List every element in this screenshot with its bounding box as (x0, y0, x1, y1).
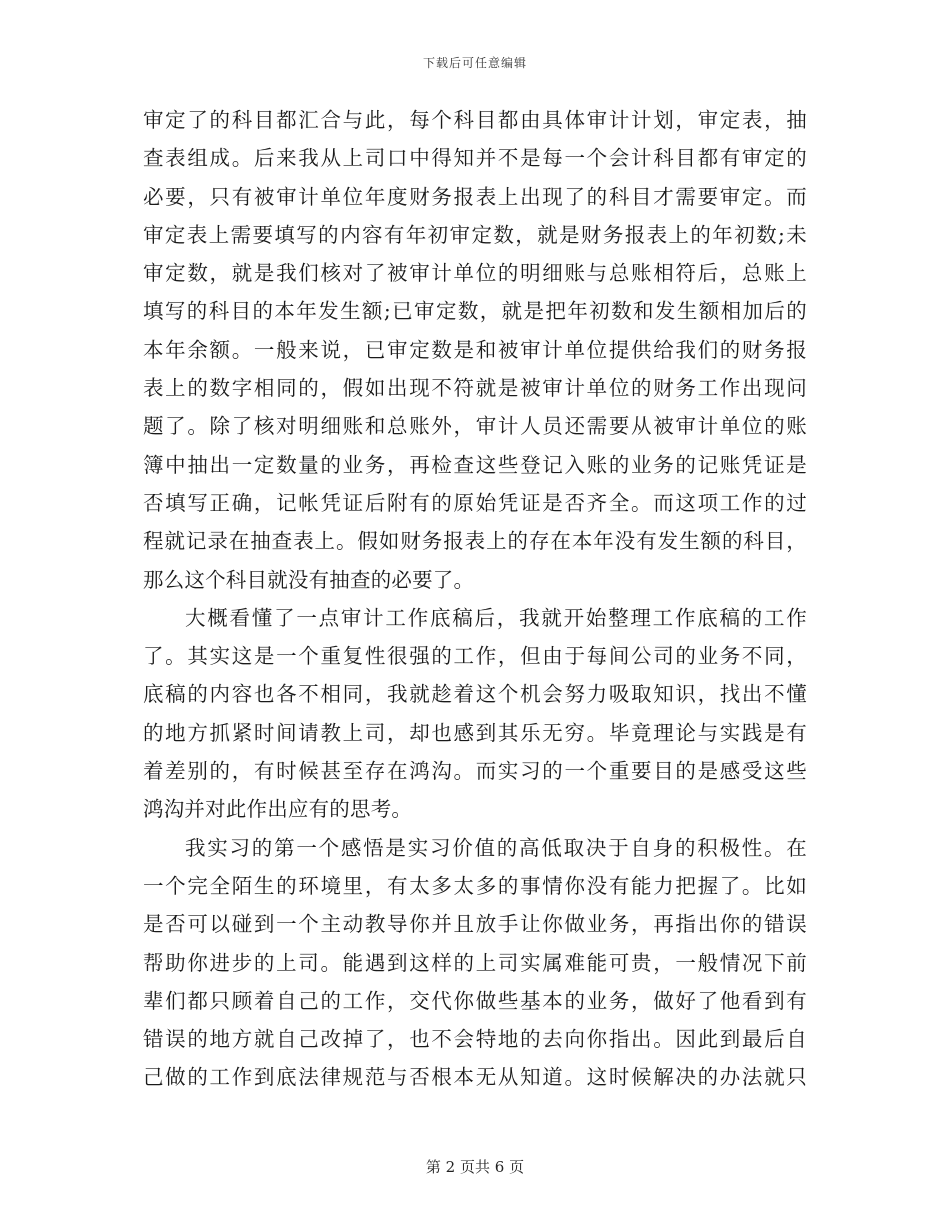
text-line: 的地方抓紧时间请教上司，却也感到其乐无穷。毕竟理论与实践是有 (143, 720, 807, 745)
paragraph (143, 599, 807, 829)
text-line: 表上的数字相同的，假如出现不符就是被审计单位的财务工作出现问 (143, 376, 807, 401)
text-line: 簿中抽出一定数量的业务，再检查这些登记入账的业务的记账凭证是 (143, 452, 807, 477)
text-line: 审定数，就是我们核对了被审计单位的明细账与总账相符后，总账上 (143, 261, 807, 286)
text-line: 否填写正确，记帐凭证后附有的原始凭证是否齐全。而这项工作的过 (143, 490, 807, 515)
text-line: 帮助你进步的上司。能遇到这样的上司实属难能可贵，一般情况下前 (143, 950, 807, 975)
text-line: 鸿沟并对此作出应有的思考。 (143, 797, 413, 822)
text-line: 必要，只有被审计单位年度财务报表上出现了的科目才需要审定。而 (143, 184, 807, 209)
page-number: 第 2 页共 6 页 (425, 1158, 525, 1176)
text-line: 己做的工作到底法律规范与否根本无从知道。这时候解决的办法就只 (143, 1065, 807, 1090)
text-line: 那么这个科目就没有抽查的必要了。 (143, 567, 475, 592)
text-line: 底稿的内容也各不相同，我就趁着这个机会努力吸取知识，找出不懂 (143, 682, 807, 707)
text-line: 题了。除了核对明细账和总账外，审计人员还需要从被审计单位的账 (143, 414, 807, 439)
text-line: 查表组成。后来我从上司口中得知并不是每一个会计科目都有审定的 (143, 146, 807, 171)
text-line: 了。其实这是一个重复性很强的工作，但由于每间公司的业务不同， (143, 644, 807, 669)
text-line: 审定了的科目都汇合与此，每个科目都由具体审计计划，审定表，抽 (143, 108, 807, 132)
text-line: 我实习的第一个感悟是实习价值的高低取决于自身的积极性。在 (185, 835, 807, 860)
text-line: 着差别的，有时候甚至存在鸿沟。而实习的一个重要目的是感受这些 (143, 759, 807, 784)
text-line: 大概看懂了一点审计工作底稿后，我就开始整理工作底稿的工作 (185, 605, 807, 630)
page-header: 下载后可任意编辑 (422, 56, 527, 70)
paragraph (143, 829, 807, 1097)
text-line: 本年余额。一般来说，已审定数是和被审计单位提供给我们的财务报 (143, 337, 807, 362)
text-line: 是否可以碰到一个主动教导你并且放手让你做业务，再指出你的错误 (143, 912, 807, 937)
paragraph (143, 101, 807, 599)
text-line: 程就记录在抽查表上。假如财务报表上的存在本年没有发生额的科目， (143, 529, 807, 554)
text-line: 错误的地方就自己改掉了，也不会特地的去向你指出。因此到最后自 (143, 1027, 807, 1052)
text-line: 一个完全陌生的环境里，有太多太多的事情你没有能力把握了。比如 (143, 873, 807, 898)
text-line: 辈们都只顾着自己的工作，交代你做些基本的业务，做好了他看到有 (143, 988, 807, 1013)
text-line: 填写的科目的本年发生额;已审定数，就是把年初数和发生额相加后的 (143, 299, 807, 324)
text-line: 审定表上需要填写的内容有年初审定数，就是财务报表上的年初数;未 (143, 222, 807, 247)
document-body (143, 101, 807, 1097)
